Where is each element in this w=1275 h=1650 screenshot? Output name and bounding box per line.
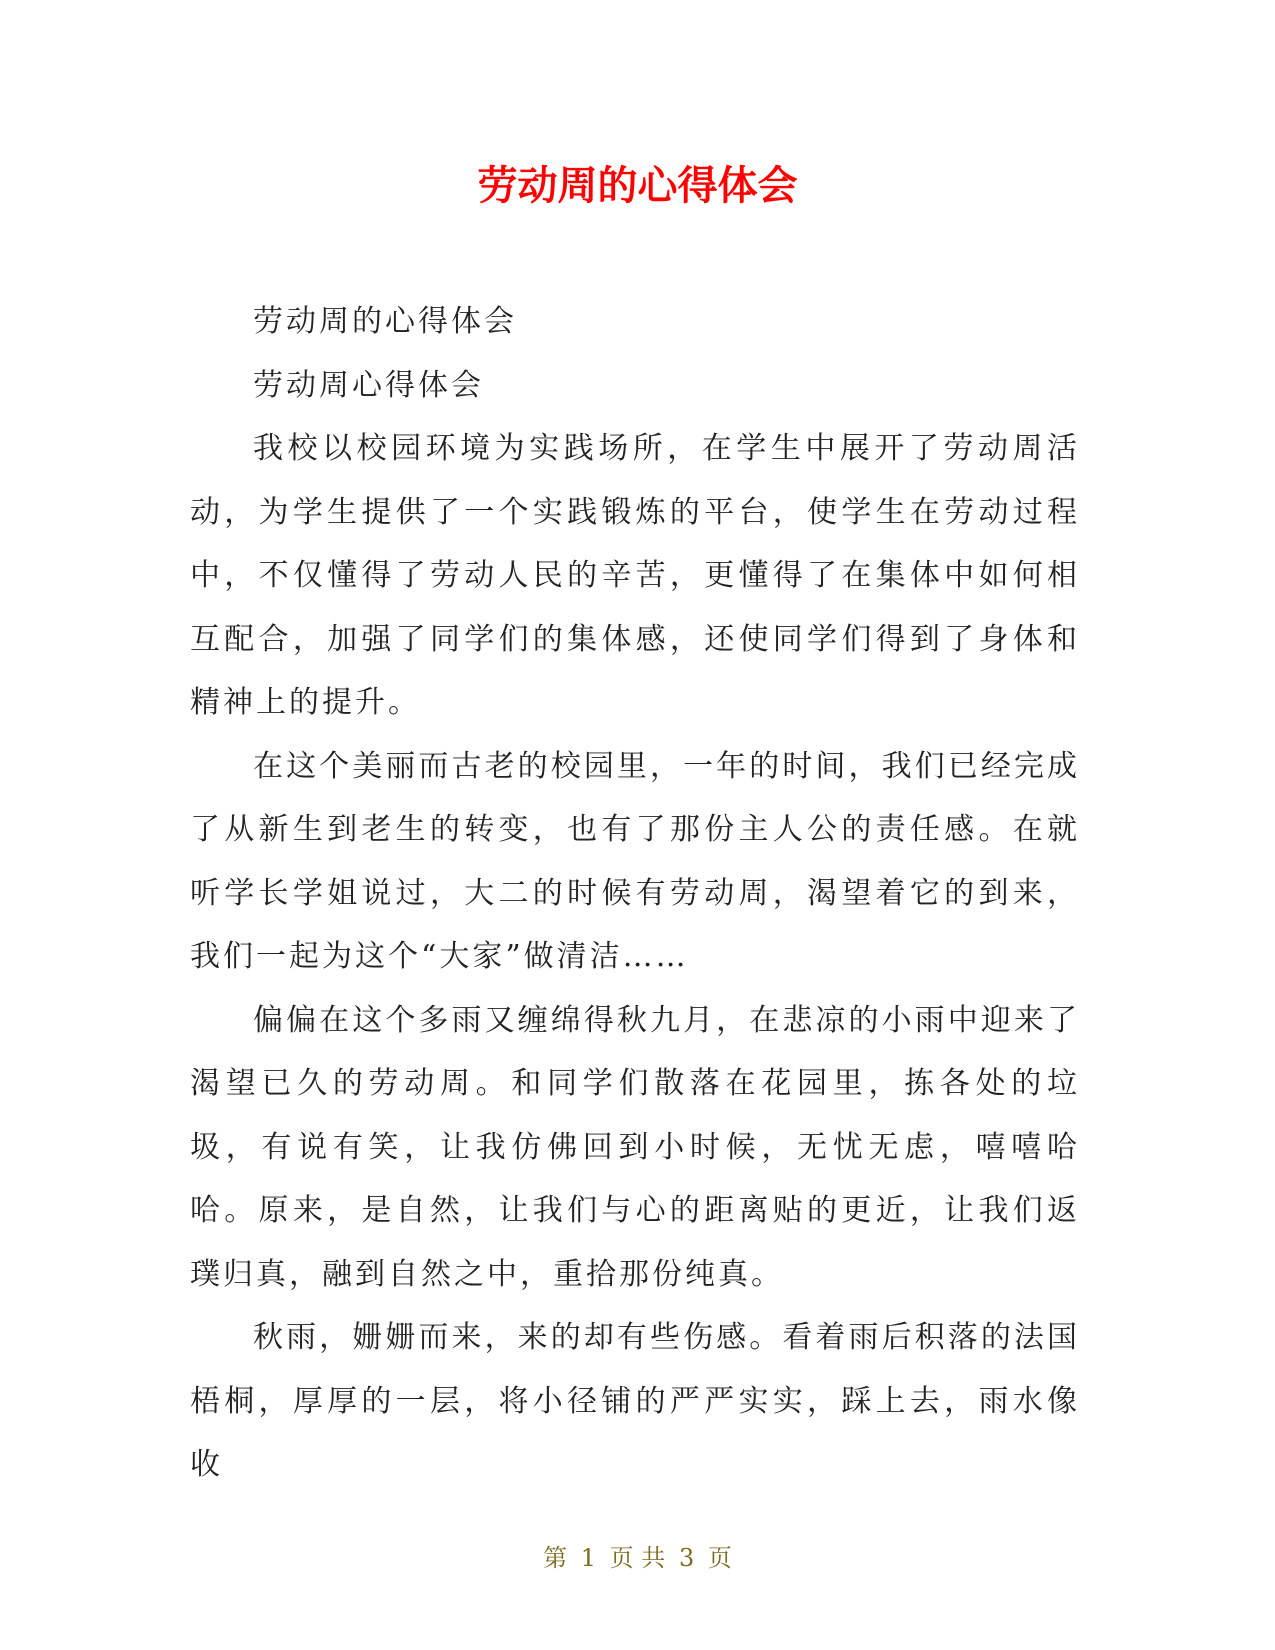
total-pages-number: 3 — [678, 1544, 695, 1572]
document-title: 劳动周的心得体会 — [477, 163, 798, 209]
paragraph-subtitle: 劳动周的心得体会 — [253, 304, 517, 339]
document-body — [190, 290, 1080, 1497]
footer-prefix: 第 — [543, 1544, 568, 1572]
footer-suffix: 页 — [707, 1544, 732, 1572]
paragraph: 在这个美丽而古老的校园里，一年的时间，我们已经完成了从新生到老生的转变，也有了那份主人公的责任感。在就听学长学姐说过，大二的时候有劳动周，渴望着它的到来，我们一起为这个“大家”做清洁…… — [190, 748, 1080, 974]
paragraph-heading: 劳动周心得体会 — [253, 367, 484, 403]
page-footer — [0, 1542, 1275, 1574]
footer-mid: 页 共 — [609, 1544, 666, 1572]
paragraph: 我校以校园环境为实践场所，在学生中展开了劳动周活动，为学生提供了一个实践锻炼的平台，使学生在劳动过程中，不仅懂得了劳动人民的辛苦，更懂得了在集体中如何相互配合，加强了同学们的集体感，还使同学们得到了身体和精神上的提升。 — [190, 431, 1080, 720]
paragraph: 秋雨，姗姗而来，来的却有些伤感。看着雨后积落的法国梧桐，厚厚的一层，将小径铺的严严实实，踩上去，雨水像收 — [190, 1320, 1080, 1482]
current-page-number: 1 — [580, 1544, 597, 1572]
paragraph: 偏偏在这个多雨又缠绵得秋九月，在悲凉的小雨中迎来了渴望已久的劳动周。和同学们散落在花园里，拣各处的垃圾，有说有笑，让我仿佛回到小时候，无忧无虑，嘻嘻哈哈。原来，是自然，让我们与心的距离贴的更近，让我们返璞归真，融到自然之中，重拾那份纯真。 — [190, 1002, 1080, 1292]
